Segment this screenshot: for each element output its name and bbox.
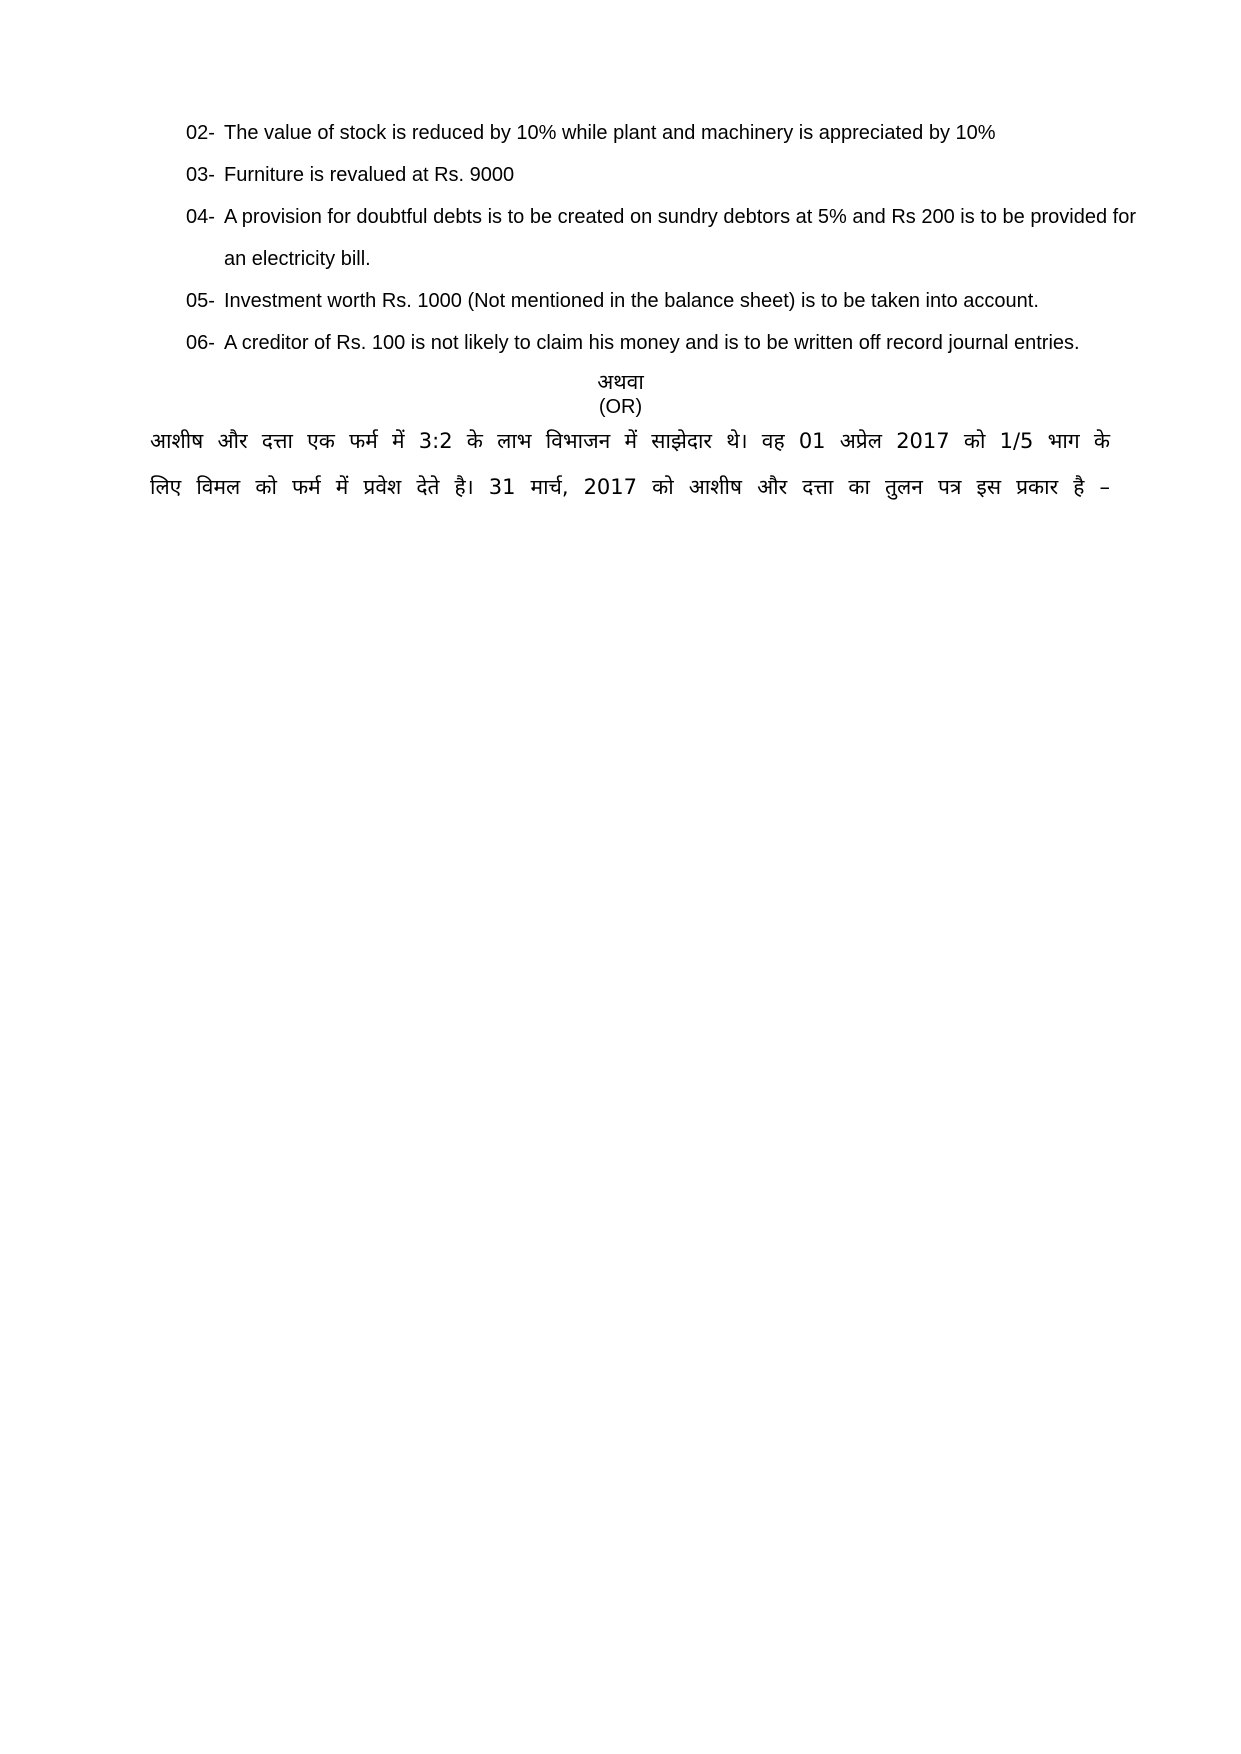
item-text: A provision for doubtful debts is to be created on sundry debtors at 5% and Rs 200 is to be provided for an electricity bill. [224, 206, 1136, 270]
list-item [186, 154, 1136, 196]
item-text: The value of stock is reduced by 10% while plant and machinery is appreciated by 10% [224, 122, 996, 144]
item-number: 04- [186, 206, 215, 228]
or-separator-english: (OR) [598, 396, 643, 418]
list-item [186, 112, 1136, 154]
item-number: 03- [186, 164, 215, 186]
or-separator-hindi: अथवा [597, 371, 644, 394]
list-item [186, 196, 1136, 280]
list-item [186, 280, 1136, 322]
hindi-question-paragraph [150, 418, 1110, 510]
adjustment-list [186, 112, 1136, 364]
item-text: Investment worth Rs. 1000 (Not mentioned in the balance sheet) is to be taken into account. [224, 290, 1039, 312]
item-text: A creditor of Rs. 100 is not likely to claim his money and is to be written off record journal entries. [224, 332, 1080, 354]
hindi-line-2: लिए विमल को फर्म में प्रवेश देते है। 31 मार्च, 2017 को आशीष और दत्ता का तुलन पत्र इस प्रकार है – [150, 475, 1110, 499]
item-number: 05- [186, 290, 215, 312]
hindi-line-1: आशीष और दत्ता एक फर्म में 3:2 के लाभ विभाजन में साझेदार थे। वह 01 अप्रेल 2017 को 1/5 भाग के [150, 429, 1110, 453]
item-number: 06- [186, 332, 215, 354]
list-item [186, 322, 1136, 364]
item-text: Furniture is revalued at Rs. 9000 [224, 164, 515, 186]
item-number: 02- [186, 122, 215, 144]
